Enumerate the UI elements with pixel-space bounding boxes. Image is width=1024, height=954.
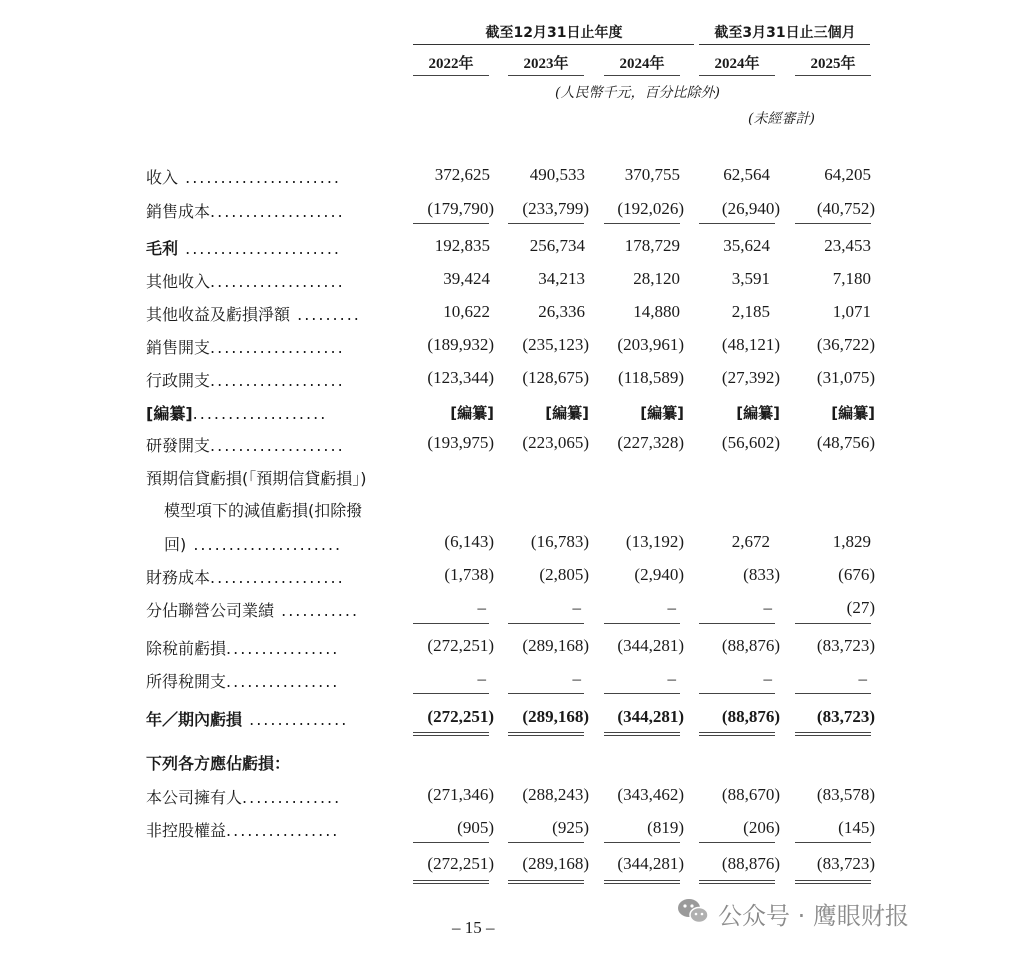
cell: 1,829 bbox=[832, 532, 871, 551]
cell: (2,805) bbox=[539, 565, 589, 584]
cell: (13,192) bbox=[625, 532, 684, 551]
subtotal-rule bbox=[508, 842, 584, 843]
row-label-ecl-line2: 模型項下的減值虧損(扣除撥 bbox=[164, 501, 363, 520]
row-label-loss-before-tax: 除稅前虧損................ bbox=[146, 639, 340, 658]
cell: 35,624 bbox=[723, 236, 770, 255]
cell: (48,756) bbox=[816, 433, 875, 452]
cell: (233,799) bbox=[522, 199, 589, 218]
row-label-admin-expenses: 行政開支................... bbox=[146, 371, 345, 390]
cell: 3,591 bbox=[731, 269, 770, 288]
cell: (1,738) bbox=[444, 565, 494, 584]
cell: (289,168) bbox=[522, 636, 589, 655]
cell: (676) bbox=[838, 565, 875, 584]
year-header-2024: 2024年 bbox=[619, 56, 665, 72]
total-double-rule bbox=[795, 880, 871, 884]
watermark-text: 公众号 · 鹰眼财报 bbox=[718, 902, 909, 930]
subtotal-rule bbox=[795, 842, 871, 843]
cell: 370,755 bbox=[624, 165, 680, 184]
cell: (83,723) bbox=[816, 707, 875, 726]
cell: 39,424 bbox=[443, 269, 490, 288]
header-group-quarter: 截至3月31日止三個月 bbox=[714, 25, 856, 41]
year-rule bbox=[795, 75, 871, 76]
cell: (16,783) bbox=[530, 532, 589, 551]
subtotal-rule bbox=[604, 842, 680, 843]
cell: (88,876) bbox=[721, 707, 780, 726]
cell: 62,564 bbox=[723, 165, 770, 184]
cell-total: (272,251) bbox=[427, 854, 494, 873]
row-label-share-of-associates: 分佔聯營公司業績 ........... bbox=[146, 601, 360, 620]
unaudited-note: (未經審計) bbox=[748, 111, 815, 127]
cell: (179,790) bbox=[427, 199, 494, 218]
row-label-income-tax: 所得稅開支................ bbox=[146, 672, 340, 691]
cell: – bbox=[667, 598, 676, 617]
unit-note: (人民幣千元，百分比除外) bbox=[555, 85, 720, 101]
cell: – bbox=[572, 669, 581, 688]
cell: 1,071 bbox=[832, 302, 871, 321]
total-double-rule bbox=[604, 880, 680, 884]
watermark bbox=[676, 896, 909, 931]
cell: 256,734 bbox=[529, 236, 585, 255]
cell: – bbox=[477, 669, 486, 688]
row-label-finance-costs: 財務成本................... bbox=[146, 568, 345, 587]
cell: 2,185 bbox=[731, 302, 770, 321]
cell: (819) bbox=[647, 818, 684, 837]
cell: (189,932) bbox=[427, 335, 494, 354]
cell: 64,205 bbox=[824, 165, 871, 184]
subtotal-rule bbox=[699, 842, 775, 843]
cell-redacted: [編纂] bbox=[831, 404, 875, 422]
header-group-annual-rule bbox=[413, 44, 694, 45]
year-rule bbox=[604, 75, 680, 76]
total-double-rule bbox=[508, 732, 584, 736]
cell: – bbox=[572, 598, 581, 617]
row-label-owners-of-company: 本公司擁有人.............. bbox=[146, 788, 342, 807]
cell: (123,344) bbox=[427, 368, 494, 387]
subtotal-rule bbox=[413, 693, 489, 694]
cell-redacted: [編纂] bbox=[736, 404, 780, 422]
cell: (83,578) bbox=[816, 785, 875, 804]
year-rule bbox=[699, 75, 775, 76]
cell: 192,835 bbox=[434, 236, 490, 255]
row-label-revenue: 收入 ...................... bbox=[146, 168, 341, 187]
cell: (40,752) bbox=[816, 199, 875, 218]
cell: (272,251) bbox=[427, 636, 494, 655]
cell: (2,940) bbox=[634, 565, 684, 584]
year-rule bbox=[413, 75, 489, 76]
header-group-annual: 截至12月31日止年度 bbox=[485, 25, 623, 41]
year-rule bbox=[508, 75, 584, 76]
cell: – bbox=[667, 669, 676, 688]
cell: 178,729 bbox=[624, 236, 680, 255]
cell-redacted: [編纂] bbox=[450, 404, 494, 422]
cell: (288,243) bbox=[522, 785, 589, 804]
total-double-rule bbox=[413, 732, 489, 736]
cell: (271,346) bbox=[427, 785, 494, 804]
subtotal-rule bbox=[508, 623, 584, 624]
header-group-quarter-rule bbox=[699, 44, 870, 45]
subtotal-rule bbox=[508, 693, 584, 694]
total-double-rule bbox=[604, 732, 680, 736]
cell-total: (289,168) bbox=[522, 854, 589, 873]
row-label-other-gains-losses: 其他收益及虧損淨額 ......... bbox=[146, 305, 361, 324]
subtotal-rule bbox=[699, 693, 775, 694]
row-label-rnd-expenses: 研發開支................... bbox=[146, 436, 345, 455]
cell: (26,940) bbox=[721, 199, 780, 218]
row-label-gross-profit: 毛利 ...................... bbox=[146, 239, 341, 258]
cell: – bbox=[763, 598, 772, 617]
cell-total: (83,723) bbox=[816, 854, 875, 873]
row-label-selling-expenses: 銷售開支................... bbox=[146, 338, 345, 357]
year-header-2024-q1: 2024年 bbox=[714, 56, 760, 72]
row-label-cost-of-sales: 銷售成本................... bbox=[146, 202, 345, 221]
subtotal-rule bbox=[699, 223, 775, 224]
cell: 490,533 bbox=[529, 165, 585, 184]
cell: (36,722) bbox=[816, 335, 875, 354]
row-label-ecl-line3: 回) ..................... bbox=[164, 535, 343, 554]
subtotal-rule bbox=[795, 223, 871, 224]
total-double-rule bbox=[699, 732, 775, 736]
cell: 2,672 bbox=[731, 532, 770, 551]
subtotal-rule bbox=[413, 623, 489, 624]
cell: – bbox=[477, 598, 486, 617]
cell: 28,120 bbox=[633, 269, 680, 288]
cell: (56,602) bbox=[721, 433, 780, 452]
subtotal-rule bbox=[699, 623, 775, 624]
cell: (235,123) bbox=[522, 335, 589, 354]
total-double-rule bbox=[795, 732, 871, 736]
row-label-non-controlling-interests: 非控股權益................ bbox=[146, 821, 340, 840]
cell-total: (88,876) bbox=[721, 854, 780, 873]
cell: 34,213 bbox=[538, 269, 585, 288]
cell: (203,961) bbox=[617, 335, 684, 354]
subtotal-rule bbox=[604, 623, 680, 624]
year-header-2022: 2022年 bbox=[428, 56, 474, 72]
cell: (31,075) bbox=[816, 368, 875, 387]
subtotal-rule bbox=[413, 223, 489, 224]
total-double-rule bbox=[413, 880, 489, 884]
cell: (83,723) bbox=[816, 636, 875, 655]
year-header-2025-q1: 2025年 bbox=[810, 56, 856, 72]
cell: (925) bbox=[552, 818, 589, 837]
subtotal-rule bbox=[795, 693, 871, 694]
cell: (27) bbox=[846, 598, 875, 617]
wechat-icon bbox=[676, 897, 710, 931]
cell-redacted: [編纂] bbox=[640, 404, 684, 422]
cell: 372,625 bbox=[434, 165, 490, 184]
cell: (905) bbox=[457, 818, 494, 837]
cell: (344,281) bbox=[617, 707, 684, 726]
cell: (227,328) bbox=[617, 433, 684, 452]
cell: 10,622 bbox=[443, 302, 490, 321]
row-label-other-income: 其他收入................... bbox=[146, 272, 345, 291]
subtotal-rule bbox=[795, 623, 871, 624]
section-heading-loss-attributable: 下列各方應佔虧損： bbox=[146, 754, 291, 773]
cell: (289,168) bbox=[522, 707, 589, 726]
cell: (206) bbox=[743, 818, 780, 837]
subtotal-rule bbox=[604, 693, 680, 694]
cell: (145) bbox=[838, 818, 875, 837]
cell: (6,143) bbox=[444, 532, 494, 551]
cell-total: (344,281) bbox=[617, 854, 684, 873]
cell: (48,121) bbox=[721, 335, 780, 354]
subtotal-rule bbox=[604, 223, 680, 224]
cell-redacted: [編纂] bbox=[545, 404, 589, 422]
cell: 23,453 bbox=[824, 236, 871, 255]
total-double-rule bbox=[508, 880, 584, 884]
cell: (343,462) bbox=[617, 785, 684, 804]
cell: (833) bbox=[743, 565, 780, 584]
row-label-redacted: [編纂]................... bbox=[146, 404, 328, 423]
cell: (193,975) bbox=[427, 433, 494, 452]
cell: (128,675) bbox=[522, 368, 589, 387]
page-number: – 15 – bbox=[452, 918, 495, 937]
row-label-ecl-line1: 預期信貸虧損(「預期信貸虧損」) bbox=[146, 469, 367, 488]
cell: (88,876) bbox=[721, 636, 780, 655]
row-label-loss-for-period: 年／期內虧損 .............. bbox=[146, 710, 349, 729]
subtotal-rule bbox=[413, 842, 489, 843]
subtotal-rule bbox=[508, 223, 584, 224]
cell: (272,251) bbox=[427, 707, 494, 726]
cell: 26,336 bbox=[538, 302, 585, 321]
cell: – bbox=[763, 669, 772, 688]
cell: (27,392) bbox=[721, 368, 780, 387]
cell: 14,880 bbox=[633, 302, 680, 321]
cell: (192,026) bbox=[617, 199, 684, 218]
year-header-2023: 2023年 bbox=[523, 56, 569, 72]
total-double-rule bbox=[699, 880, 775, 884]
cell: (223,065) bbox=[522, 433, 589, 452]
cell: 7,180 bbox=[832, 269, 871, 288]
cell: – bbox=[858, 669, 867, 688]
cell: (88,670) bbox=[721, 785, 780, 804]
cell: (344,281) bbox=[617, 636, 684, 655]
cell: (118,589) bbox=[618, 368, 684, 387]
